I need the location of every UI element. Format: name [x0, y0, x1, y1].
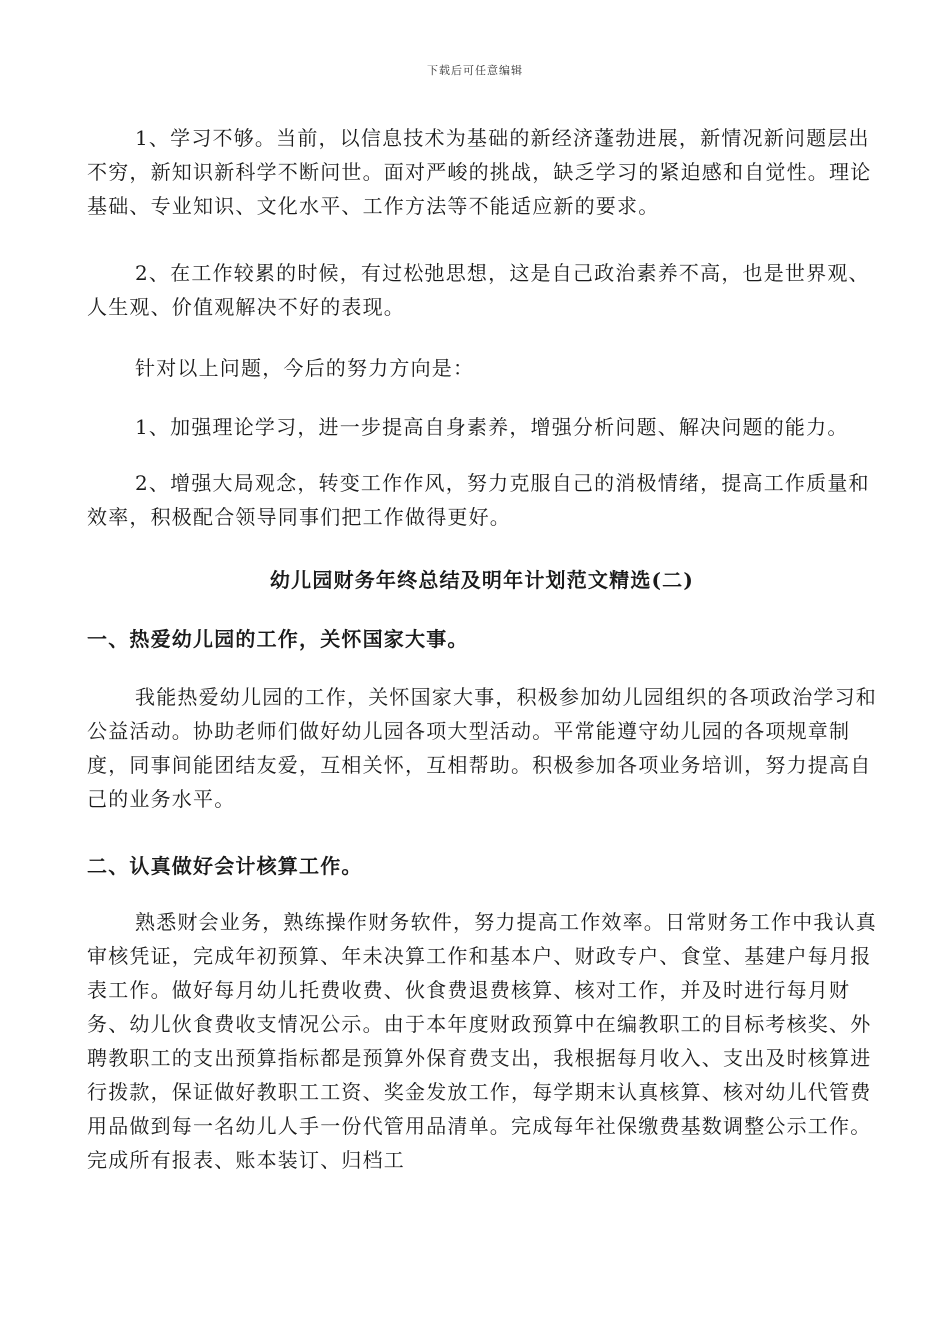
doc-title-block	[87, 563, 877, 597]
paragraph: 我能热爱幼儿园的工作，关怀国家大事，积极参加幼儿园组织的各项政治学习和公益活动。协助老师们做好幼儿园各项大型活动。平常能遵守幼儿园的各项规章制度，同事间能团结友爱，互相关怀，互相帮助。积极参加各项业务培训，努力提高自己的业务水平。	[87, 685, 877, 811]
paragraph: 针对以上问题，今后的努力方向是：	[135, 356, 475, 380]
header-note: 下载后可任意编辑	[427, 64, 523, 77]
section-heading: 一、热爱幼儿园的工作，关怀国家大事。	[87, 627, 469, 651]
part1-body-block	[87, 680, 877, 816]
document-title: 幼儿园财务年终总结及明年计划范文精选(二)	[269, 568, 695, 592]
paragraph: 2、增强大局观念，转变工作作风，努力克服自己的消极情绪，提高工作质量和效率，积极配合领导同事们把工作做得更好。	[87, 471, 870, 529]
section1-p1-block	[87, 121, 877, 223]
section1-p5-block	[87, 466, 877, 534]
part1-heading-block	[87, 622, 877, 656]
paragraph: 熟悉财会业务，熟练操作财务软件，努力提高工作效率。日常财务工作中我认真审核凭证，完成年初预算、年未决算工作和基本户、财政专户、食堂、基建户每月报表工作。做好每月幼儿托费收费、伙食费退费核算、核对工作，并及时进行每月财务、幼儿伙食费收支情况公示。由于本年度财政预算中在编教职工的目标考核奖、外聘教职工的支出预算指标都是预算外保育费支出，我根据每月收入、支出及时核算进行拨款，保证做好教职工工资、奖金发放工作，每学期末认真核算、核对幼儿代管费用品做到每一名幼儿人手一份代管用品清单。完成每年社保缴费基数调整公示工作。完成所有报表、账本装订、归档工	[87, 910, 877, 1172]
section-heading: 二、认真做好会计核算工作。	[87, 854, 363, 878]
paragraph: 1、学习不够。当前，以信息技术为基础的新经济蓬勃进展，新情况新问题层出不穷，新知识新科学不断问世。面对严峻的挑战，缺乏学习的紧迫感和自觉性。理论基础、专业知识、文化水平、工作方法等不能适应新的要求。	[87, 126, 872, 218]
part2-heading-block	[87, 849, 877, 883]
section1-p2-block	[87, 256, 877, 324]
section1-p3-block	[87, 351, 877, 385]
paragraph: 2、在工作较累的时候，有过松弛思想，这是自己政治素养不高，也是世界观、人生观、价值观解决不好的表现。	[87, 261, 870, 319]
part2-body-block	[87, 905, 877, 1177]
paragraph: 1、加强理论学习，进一步提高自身素养，增强分析问题、解决问题的能力。	[135, 415, 849, 439]
section1-p4-block	[87, 410, 877, 444]
